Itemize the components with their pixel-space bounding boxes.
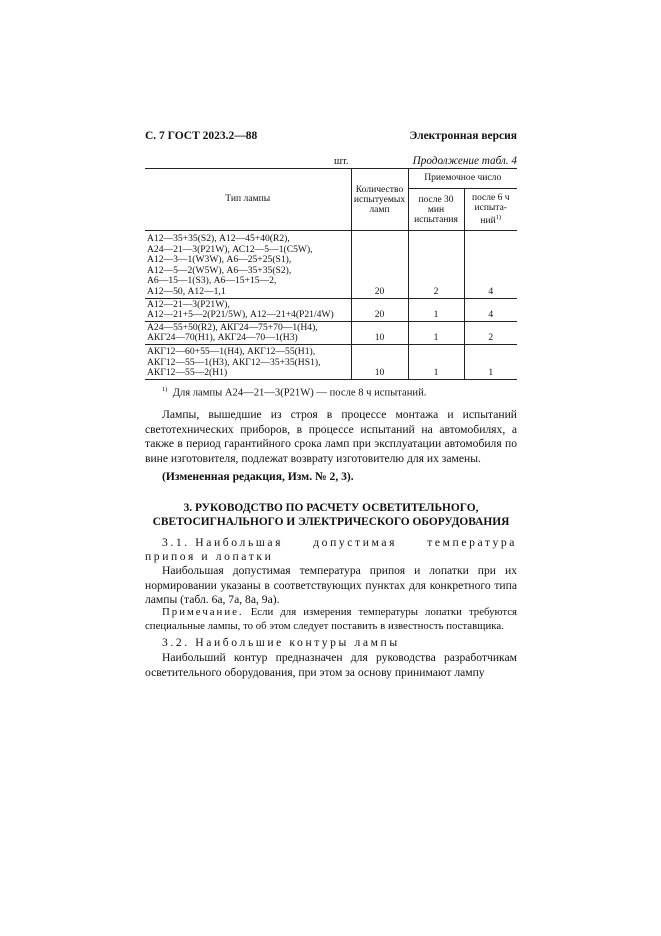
col-header-after6-line: после 6 ч bbox=[471, 192, 510, 203]
col-header-after30-line: после 30 мин bbox=[418, 194, 454, 215]
table-row bbox=[145, 231, 517, 299]
unit-label: шт. bbox=[334, 156, 349, 167]
lamp-type-line: А24—55+50(R2), АКГ24—75+70—1(Н4), bbox=[147, 321, 318, 333]
lamp-table bbox=[145, 168, 517, 380]
lamp-type-line: АКГ24—70(H1), АКГ24—70—1(Н3) bbox=[147, 332, 298, 344]
accept6-cell: 4 bbox=[464, 298, 517, 321]
s31-heading-word: допустимая bbox=[313, 536, 398, 549]
col-header-after30 bbox=[408, 189, 464, 231]
quantity-cell: 20 bbox=[351, 298, 408, 321]
s31-note bbox=[145, 606, 517, 633]
lamp-type-line: А12—3—1(W3W), А6—25+25(S1), bbox=[147, 254, 292, 266]
s32-text: Наибольший контур предназначен для руководства разработчикам осветительного оборудования, при этом за основу принимают лампу bbox=[145, 651, 517, 679]
lamp-type-line: А12—21—3(P21W), bbox=[147, 298, 230, 310]
page-header-left: С. 7 ГОСТ 2023.2—88 bbox=[145, 130, 258, 142]
paragraph-returns: Лампы, вышедшие из строя в процессе монтажа и испытаний светотехнических приборов, в процессе испытаний на автомобилях, а также в период гарантийного срока ламп при эксплуатации автомобиля по вине изготовителя, подлежат возврату изготовителю для их замены. bbox=[145, 408, 517, 465]
s31-heading-word: 3.1. Наибольшая bbox=[162, 536, 284, 549]
note-label: Примечание. bbox=[162, 606, 244, 618]
accept6-cell: 2 bbox=[464, 321, 517, 344]
accept6-cell: 4 bbox=[464, 231, 517, 299]
table-row bbox=[145, 298, 517, 321]
col-header-after6-line: испыта- bbox=[474, 202, 507, 213]
col-header-quantity-line: испытуемых bbox=[353, 193, 406, 205]
col-header-quantity-line: ламп bbox=[369, 203, 390, 215]
accept30-cell: 2 bbox=[408, 231, 464, 299]
table-row bbox=[145, 321, 517, 344]
s31-text: Наибольшая допустимая температура припоя и лопатки при их нормировании указаны в соответствующих пунктах для конкретного типа лампы (табл. 6а, 7а, 8а, 9а). bbox=[145, 564, 517, 607]
section-title bbox=[145, 501, 517, 529]
accept6-cell: 1 bbox=[464, 344, 517, 379]
quantity-cell: 10 bbox=[351, 321, 408, 344]
s31-heading bbox=[145, 536, 517, 551]
lamp-type-line: А24—21—3(Р21W), АС12—5—1(C5W), bbox=[147, 243, 313, 255]
col-header-type-text: Тип лампы bbox=[225, 193, 271, 205]
col-header-acceptance-text: Приемочное число bbox=[424, 172, 502, 184]
col-header-quantity bbox=[351, 169, 408, 231]
lamp-type-line: АКГ12—60+55—1(Н4), АКГ12—55(Н1), bbox=[147, 345, 316, 357]
s32-heading: 3.2. Наибольшие контуры лампы bbox=[162, 636, 400, 649]
table-footnote bbox=[162, 386, 426, 399]
quantity-cell: 20 bbox=[351, 231, 408, 299]
table-row bbox=[145, 344, 517, 379]
lamp-type-line: А12—35+35(S2), А12—45+40(R2), bbox=[147, 233, 290, 244]
col-header-type bbox=[145, 169, 351, 231]
accept30-cell: 1 bbox=[408, 298, 464, 321]
col-header-acceptance bbox=[408, 169, 517, 189]
lamp-type-line: А12—5—2(W5W), А6—35+35(S2), bbox=[147, 264, 292, 276]
col-header-quantity-line: Количество bbox=[355, 183, 404, 195]
lamp-type-line: А12—50, А12—1,1 bbox=[147, 285, 226, 297]
col-header-after6-line: ний bbox=[480, 216, 496, 227]
footnote-ref: 1) bbox=[495, 213, 502, 221]
col-header-after30-line: испытания bbox=[414, 214, 458, 225]
table-continuation: Продолжение табл. 4 bbox=[412, 155, 517, 167]
quantity-cell: 10 bbox=[351, 344, 408, 379]
lamp-type-line: АКГ12—55—1(Н3), АКГ12—35+35(HS1), bbox=[147, 356, 321, 368]
section-title-line: СВЕТОСИГНАЛЬНОГО И ЭЛЕКТРИЧЕСКОГО ОБОРУДОВАНИЯ bbox=[152, 516, 510, 528]
section-title-line: 3. РУКОВОДСТВО ПО РАСЧЕТУ ОСВЕТИТЕЛЬНОГО, bbox=[183, 502, 479, 514]
lamp-type-line: А6—15—1(S3), А6—15+15—2, bbox=[147, 275, 277, 287]
footnote-mark: 1) bbox=[162, 386, 168, 393]
accept30-cell: 1 bbox=[408, 344, 464, 379]
footnote-text: Для лампы А24—21—3(P21W) — после 8 ч испытаний. bbox=[172, 387, 427, 399]
accept30-cell: 1 bbox=[408, 321, 464, 344]
s31-heading-word: температура bbox=[427, 536, 517, 549]
lamp-type-line: А12—21+5—2(P21/5W), А12—21+4(P21/4W) bbox=[147, 309, 334, 321]
page-header-right: Электронная версия bbox=[409, 130, 517, 142]
col-header-after6 bbox=[464, 189, 517, 231]
lamp-type-line: АКГ12—55—2(Н1) bbox=[147, 367, 228, 379]
s31-heading-line2: припоя и лопатки bbox=[145, 550, 274, 563]
note-text: Если для измерения температуры лопатки требуются специальные лампы, то об этом следует поставить в известность поставщика. bbox=[145, 606, 517, 632]
revision-note: (Измененная редакция, Изм. № 2, 3). bbox=[162, 470, 354, 483]
